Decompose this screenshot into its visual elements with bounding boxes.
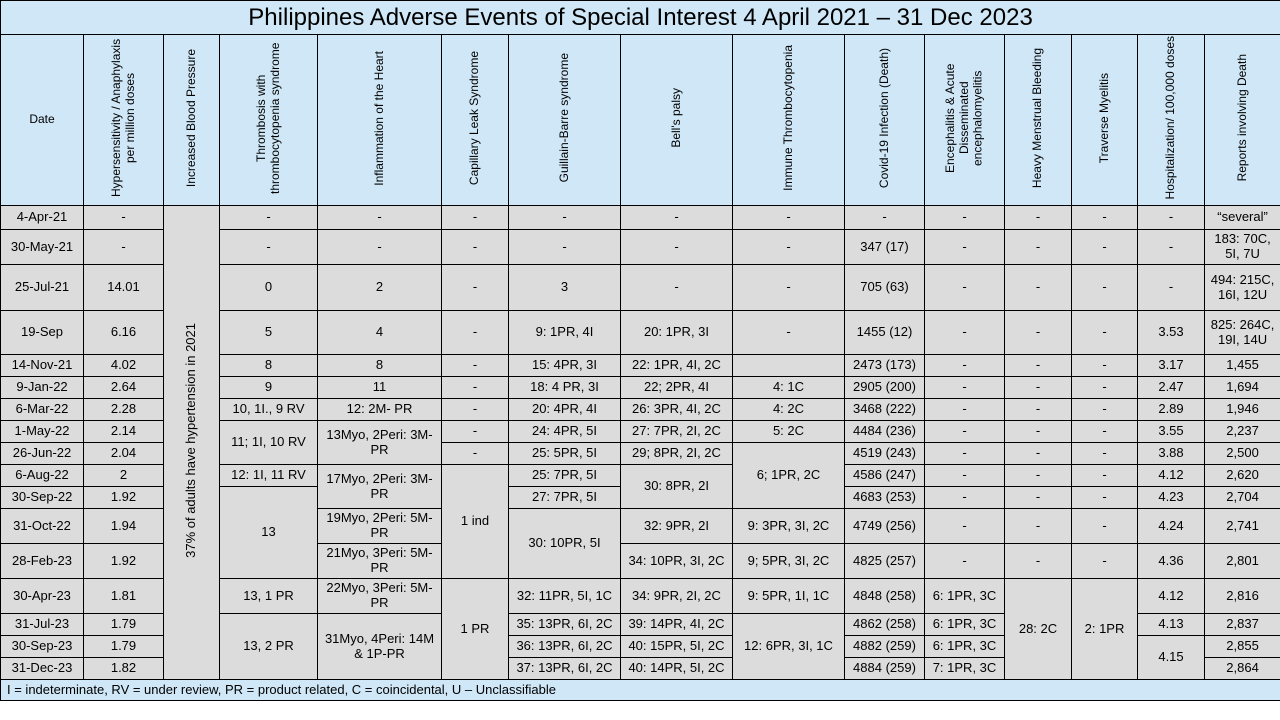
cell-gbs: 25: 7PR, 5I [509, 465, 621, 487]
cell-date: 31-Oct-22 [1, 509, 84, 544]
cell-menstrual: - [1005, 355, 1072, 377]
cell-bells-palsy: 34: 10PR, 3I, 2C [621, 544, 733, 579]
cell-death: 2,837 [1205, 614, 1280, 636]
cell-myelitis: - [1072, 487, 1138, 509]
cell-menstrual: - [1005, 443, 1072, 465]
cell-covid: 4862 (258) [845, 614, 925, 636]
cell-bells-palsy: 39: 14PR, 4I, 2C [621, 614, 733, 636]
cell-hospitalization: 4.24 [1138, 509, 1205, 544]
cell-tts: - [220, 230, 318, 265]
cell-tts: 5 [220, 311, 318, 355]
cell-anaphylaxis: - [84, 230, 164, 265]
cell-tts: 13 [220, 487, 318, 579]
cell-bells-palsy: 27: 7PR, 2I, 2C [621, 421, 733, 443]
cell-death: 2,237 [1205, 421, 1280, 443]
cell-blood-pressure-note: 37% of adults have hypertension in 2021 [164, 206, 220, 680]
cell-hospitalization: - [1138, 265, 1205, 311]
cell-anaphylaxis: 1.92 [84, 487, 164, 509]
cell-death: 2,855 [1205, 636, 1280, 658]
table-row [1, 206, 1280, 230]
cell-encephalitis: 6: 1PR, 3C [925, 614, 1005, 636]
cell-gbs: 20: 4PR, 4I [509, 399, 621, 421]
cell-death: 183: 70C, 5I, 7U [1205, 230, 1280, 265]
cell-anaphylaxis: 6.16 [84, 311, 164, 355]
cell-myelitis: - [1072, 377, 1138, 399]
header-bells-palsy: Bell's palsy [621, 35, 733, 206]
cell-gbs: 27: 7PR, 5I [509, 487, 621, 509]
cell-myelitis: 2: 1PR [1072, 579, 1138, 680]
cell-tts: - [220, 206, 318, 230]
cell-date: 30-Apr-23 [1, 579, 84, 614]
cell-myelitis: - [1072, 230, 1138, 265]
cell-gbs: 18: 4 PR, 3I [509, 377, 621, 399]
header-menstrual: Heavy Menstrual Bleeding [1005, 35, 1072, 206]
cell-hospitalization: 2.47 [1138, 377, 1205, 399]
cell-anaphylaxis: 1.79 [84, 614, 164, 636]
cell-heart: 11 [318, 377, 442, 399]
cell-gbs: 35: 13PR, 6I, 2C [509, 614, 621, 636]
cell-encephalitis: - [925, 487, 1005, 509]
cell-hospitalization: - [1138, 206, 1205, 230]
cell-menstrual: - [1005, 399, 1072, 421]
cell-hospitalization: 3.17 [1138, 355, 1205, 377]
cell-hospitalization: 3.53 [1138, 311, 1205, 355]
cell-encephalitis: - [925, 377, 1005, 399]
cell-anaphylaxis: 2.28 [84, 399, 164, 421]
cell-anaphylaxis: 14.01 [84, 265, 164, 311]
cell-date: 28-Feb-23 [1, 544, 84, 579]
cell-menstrual: - [1005, 311, 1072, 355]
cell-encephalitis: - [925, 399, 1005, 421]
cell-anaphylaxis: 2.14 [84, 421, 164, 443]
cell-encephalitis: - [925, 311, 1005, 355]
header-myelitis: Traverse Myelitis [1072, 35, 1138, 206]
cell-death: 2,816 [1205, 579, 1280, 614]
cell-menstrual: - [1005, 230, 1072, 265]
cell-date: 4-Apr-21 [1, 206, 84, 230]
cell-myelitis: - [1072, 265, 1138, 311]
header-covid: Covid-19 Infection (Death) [845, 35, 925, 206]
cell-myelitis: - [1072, 206, 1138, 230]
header-date: Date [1, 35, 84, 206]
cell-heart: 22Myo, 3Peri: 5M-PR [318, 579, 442, 614]
cell-gbs: - [509, 230, 621, 265]
cell-covid: 2473 (173) [845, 355, 925, 377]
cell-encephalitis: - [925, 355, 1005, 377]
cell-bells-palsy: - [621, 230, 733, 265]
cell-menstrual: - [1005, 265, 1072, 311]
header-heart: Inflammation of the Heart [318, 35, 442, 206]
cell-covid: 4825 (257) [845, 544, 925, 579]
header-gbs: Guillain-Barre syndrome [509, 35, 621, 206]
cell-hospitalization: 4.23 [1138, 487, 1205, 509]
cell-encephalitis: - [925, 265, 1005, 311]
cell-covid: - [845, 206, 925, 230]
cell-heart: 8 [318, 355, 442, 377]
cell-menstrual: - [1005, 509, 1072, 544]
cell-anaphylaxis: 1.92 [84, 544, 164, 579]
cell-covid: 705 (63) [845, 265, 925, 311]
cell-covid: 4848 (258) [845, 579, 925, 614]
cell-capillary-leak: 1 PR [442, 579, 509, 680]
cell-date: 19-Sep [1, 311, 84, 355]
cell-encephalitis: - [925, 421, 1005, 443]
cell-date: 30-May-21 [1, 230, 84, 265]
header-blood-pressure: Increased Blood Pressure [164, 35, 220, 206]
cell-menstrual: 28: 2C [1005, 579, 1072, 680]
cell-menstrual: - [1005, 544, 1072, 579]
cell-death: 1,455 [1205, 355, 1280, 377]
cell-anaphylaxis: 4.02 [84, 355, 164, 377]
cell-anaphylaxis: 1.82 [84, 658, 164, 680]
cell-bells-palsy: 22: 1PR, 4I, 2C [621, 355, 733, 377]
cell-death: 2,704 [1205, 487, 1280, 509]
cell-itp: 9: 3PR, 3I, 2C [733, 509, 845, 544]
cell-heart: - [318, 206, 442, 230]
cell-itp: 12: 6PR, 3I, 1C [733, 614, 845, 680]
cell-encephalitis: - [925, 230, 1005, 265]
cell-covid: 4884 (259) [845, 658, 925, 680]
cell-hospitalization: 3.55 [1138, 421, 1205, 443]
cell-anaphylaxis: - [84, 206, 164, 230]
cell-heart: 4 [318, 311, 442, 355]
cell-tts: 11; 1I, 10 RV [220, 421, 318, 465]
cell-heart: - [318, 230, 442, 265]
cell-capillary-leak: 1 ind [442, 465, 509, 579]
cell-hospitalization: 4.13 [1138, 614, 1205, 636]
cell-capillary-leak: - [442, 377, 509, 399]
cell-covid: 3468 (222) [845, 399, 925, 421]
cell-gbs: 25: 5PR, 5I [509, 443, 621, 465]
cell-gbs: 24: 4PR, 5I [509, 421, 621, 443]
cell-encephalitis: - [925, 544, 1005, 579]
header-capillary-leak: Capillary Leak Syndrome [442, 35, 509, 206]
cell-tts: 12: 1I, 11 RV [220, 465, 318, 487]
cell-itp: - [733, 230, 845, 265]
cell-death: 494: 215C, 16I, 12U [1205, 265, 1280, 311]
cell-gbs: 15: 4PR, 3I [509, 355, 621, 377]
cell-gbs: 36: 13PR, 6I, 2C [509, 636, 621, 658]
cell-bells-palsy: 29; 8PR, 2I, 2C [621, 443, 733, 465]
cell-date: 6-Aug-22 [1, 465, 84, 487]
cell-myelitis: - [1072, 355, 1138, 377]
cell-menstrual: - [1005, 377, 1072, 399]
cell-hospitalization: 4.36 [1138, 544, 1205, 579]
cell-date: 14-Nov-21 [1, 355, 84, 377]
cell-death: 1,694 [1205, 377, 1280, 399]
cell-capillary-leak: - [442, 421, 509, 443]
cell-encephalitis: 6: 1PR, 3C [925, 579, 1005, 614]
cell-date: 30-Sep-22 [1, 487, 84, 509]
cell-covid: 4882 (259) [845, 636, 925, 658]
cell-capillary-leak: - [442, 265, 509, 311]
cell-death: 2,864 [1205, 658, 1280, 680]
cell-date: 26-Jun-22 [1, 443, 84, 465]
footer-legend: I = indeterminate, RV = under review, PR = product related, C = coincidental, U – Unclassifiable [1, 680, 1280, 701]
cell-itp: 6; 1PR, 2C [733, 443, 845, 509]
cell-encephalitis: - [925, 465, 1005, 487]
cell-myelitis: - [1072, 544, 1138, 579]
cell-anaphylaxis: 2.04 [84, 443, 164, 465]
cell-itp: 5: 2C [733, 421, 845, 443]
cell-covid: 4484 (236) [845, 421, 925, 443]
cell-heart: 2 [318, 265, 442, 311]
cell-bells-palsy: 26: 3PR, 4I, 2C [621, 399, 733, 421]
cell-death: 2,801 [1205, 544, 1280, 579]
cell-gbs: 32: 11PR, 5I, 1C [509, 579, 621, 614]
cell-bells-palsy: 22; 2PR, 4I [621, 377, 733, 399]
cell-hospitalization: 4.15 [1138, 636, 1205, 680]
cell-gbs: 9: 1PR, 4I [509, 311, 621, 355]
cell-itp: 4: 2C [733, 399, 845, 421]
header-row [1, 35, 1280, 206]
cell-hospitalization: 2.89 [1138, 399, 1205, 421]
cell-hospitalization: 4.12 [1138, 465, 1205, 487]
cell-capillary-leak: - [442, 311, 509, 355]
header-encephalitis: Encephalitis & Acute Disseminated encephalomyelitis [925, 35, 1005, 206]
cell-anaphylaxis: 1.94 [84, 509, 164, 544]
cell-capillary-leak: - [442, 206, 509, 230]
cell-bells-palsy: 30: 8PR, 2I [621, 465, 733, 509]
cell-gbs: 3 [509, 265, 621, 311]
cell-death: 2,741 [1205, 509, 1280, 544]
cell-bells-palsy: - [621, 265, 733, 311]
cell-bells-palsy: 20: 1PR, 3I [621, 311, 733, 355]
cell-itp: 9: 5PR, 1I, 1C [733, 579, 845, 614]
header-death: Reports involving Death [1205, 35, 1280, 206]
cell-itp: - [733, 265, 845, 311]
cell-tts: 10, 1I., 9 RV [220, 399, 318, 421]
cell-itp: - [733, 311, 845, 355]
cell-bells-palsy: 40: 14PR, 5I, 2C [621, 658, 733, 680]
cell-encephalitis: - [925, 443, 1005, 465]
cell-heart: 21Myo, 3Peri: 5M-PR [318, 544, 442, 579]
cell-covid: 4519 (243) [845, 443, 925, 465]
cell-menstrual: - [1005, 487, 1072, 509]
cell-heart: 17Myo, 2Peri: 3M-PR [318, 465, 442, 509]
cell-date: 30-Sep-23 [1, 636, 84, 658]
cell-capillary-leak: - [442, 399, 509, 421]
cell-encephalitis: - [925, 206, 1005, 230]
cell-encephalitis: - [925, 509, 1005, 544]
cell-gbs: 30: 10PR, 5I [509, 509, 621, 579]
cell-myelitis: - [1072, 465, 1138, 487]
cell-date: 1-May-22 [1, 421, 84, 443]
header-anaphylaxis: Hypersensitivity / Anaphylaxis per million doses [84, 35, 164, 206]
cell-death: 1,946 [1205, 399, 1280, 421]
cell-death: 2,500 [1205, 443, 1280, 465]
cell-tts: 13, 1 PR [220, 579, 318, 614]
cell-anaphylaxis: 2 [84, 465, 164, 487]
cell-bells-palsy: 40: 15PR, 5I, 2C [621, 636, 733, 658]
cell-covid: 1455 (12) [845, 311, 925, 355]
cell-heart: 31Myo, 4Peri: 14M & 1P-PR [318, 614, 442, 680]
cell-tts: 8 [220, 355, 318, 377]
cell-anaphylaxis: 2.64 [84, 377, 164, 399]
cell-heart: 13Myo, 2Peri: 3M-PR [318, 421, 442, 465]
cell-date: 6-Mar-22 [1, 399, 84, 421]
cell-death: 2,620 [1205, 465, 1280, 487]
cell-hospitalization: 3.88 [1138, 443, 1205, 465]
cell-heart: 19Myo, 2Peri: 5M-PR [318, 509, 442, 544]
cell-hospitalization: - [1138, 230, 1205, 265]
cell-date: 31-Jul-23 [1, 614, 84, 636]
cell-menstrual: - [1005, 206, 1072, 230]
cell-date: 31-Dec-23 [1, 658, 84, 680]
cell-tts: 9 [220, 377, 318, 399]
cell-date: 25-Jul-21 [1, 265, 84, 311]
cell-covid: 2905 (200) [845, 377, 925, 399]
cell-itp [733, 355, 845, 377]
cell-myelitis: - [1072, 421, 1138, 443]
cell-death: 825: 264C, 19I, 14U [1205, 311, 1280, 355]
cell-hospitalization: 4.12 [1138, 579, 1205, 614]
cell-bells-palsy: 32: 9PR, 2I [621, 509, 733, 544]
cell-covid: 4749 (256) [845, 509, 925, 544]
cell-anaphylaxis: 1.79 [84, 636, 164, 658]
cell-menstrual: - [1005, 421, 1072, 443]
cell-death: “several” [1205, 206, 1280, 230]
cell-covid: 347 (17) [845, 230, 925, 265]
cell-myelitis: - [1072, 443, 1138, 465]
cell-menstrual: - [1005, 465, 1072, 487]
cell-myelitis: - [1072, 399, 1138, 421]
cell-itp: 4: 1C [733, 377, 845, 399]
cell-bells-palsy: 34: 9PR, 2I, 2C [621, 579, 733, 614]
cell-gbs: - [509, 206, 621, 230]
cell-tts: 13, 2 PR [220, 614, 318, 680]
header-itp: Immune Thrombocytopenia [733, 35, 845, 206]
cell-itp: 9; 5PR, 3I, 2C [733, 544, 845, 579]
cell-bells-palsy: - [621, 206, 733, 230]
cell-heart: 12: 2M- PR [318, 399, 442, 421]
cell-encephalitis: 7: 1PR, 3C [925, 658, 1005, 680]
cell-date: 9-Jan-22 [1, 377, 84, 399]
cell-tts: 0 [220, 265, 318, 311]
table-title: Philippines Adverse Events of Special Interest 4 April 2021 – 31 Dec 2023 [1, 1, 1280, 35]
cell-myelitis: - [1072, 509, 1138, 544]
header-tts: Thrombosis with thrombocytopenia syndrome [220, 35, 318, 206]
cell-anaphylaxis: 1.81 [84, 579, 164, 614]
cell-capillary-leak: - [442, 355, 509, 377]
cell-myelitis: - [1072, 311, 1138, 355]
header-hospitalization: Hospitalization/ 100,000 doses [1138, 35, 1205, 206]
cell-itp: - [733, 206, 845, 230]
cell-capillary-leak: - [442, 443, 509, 465]
cell-covid: 4586 (247) [845, 465, 925, 487]
cell-gbs: 37: 13PR, 6I, 2C [509, 658, 621, 680]
cell-covid: 4683 (253) [845, 487, 925, 509]
cell-capillary-leak: - [442, 230, 509, 265]
cell-encephalitis: 6: 1PR, 3C [925, 636, 1005, 658]
